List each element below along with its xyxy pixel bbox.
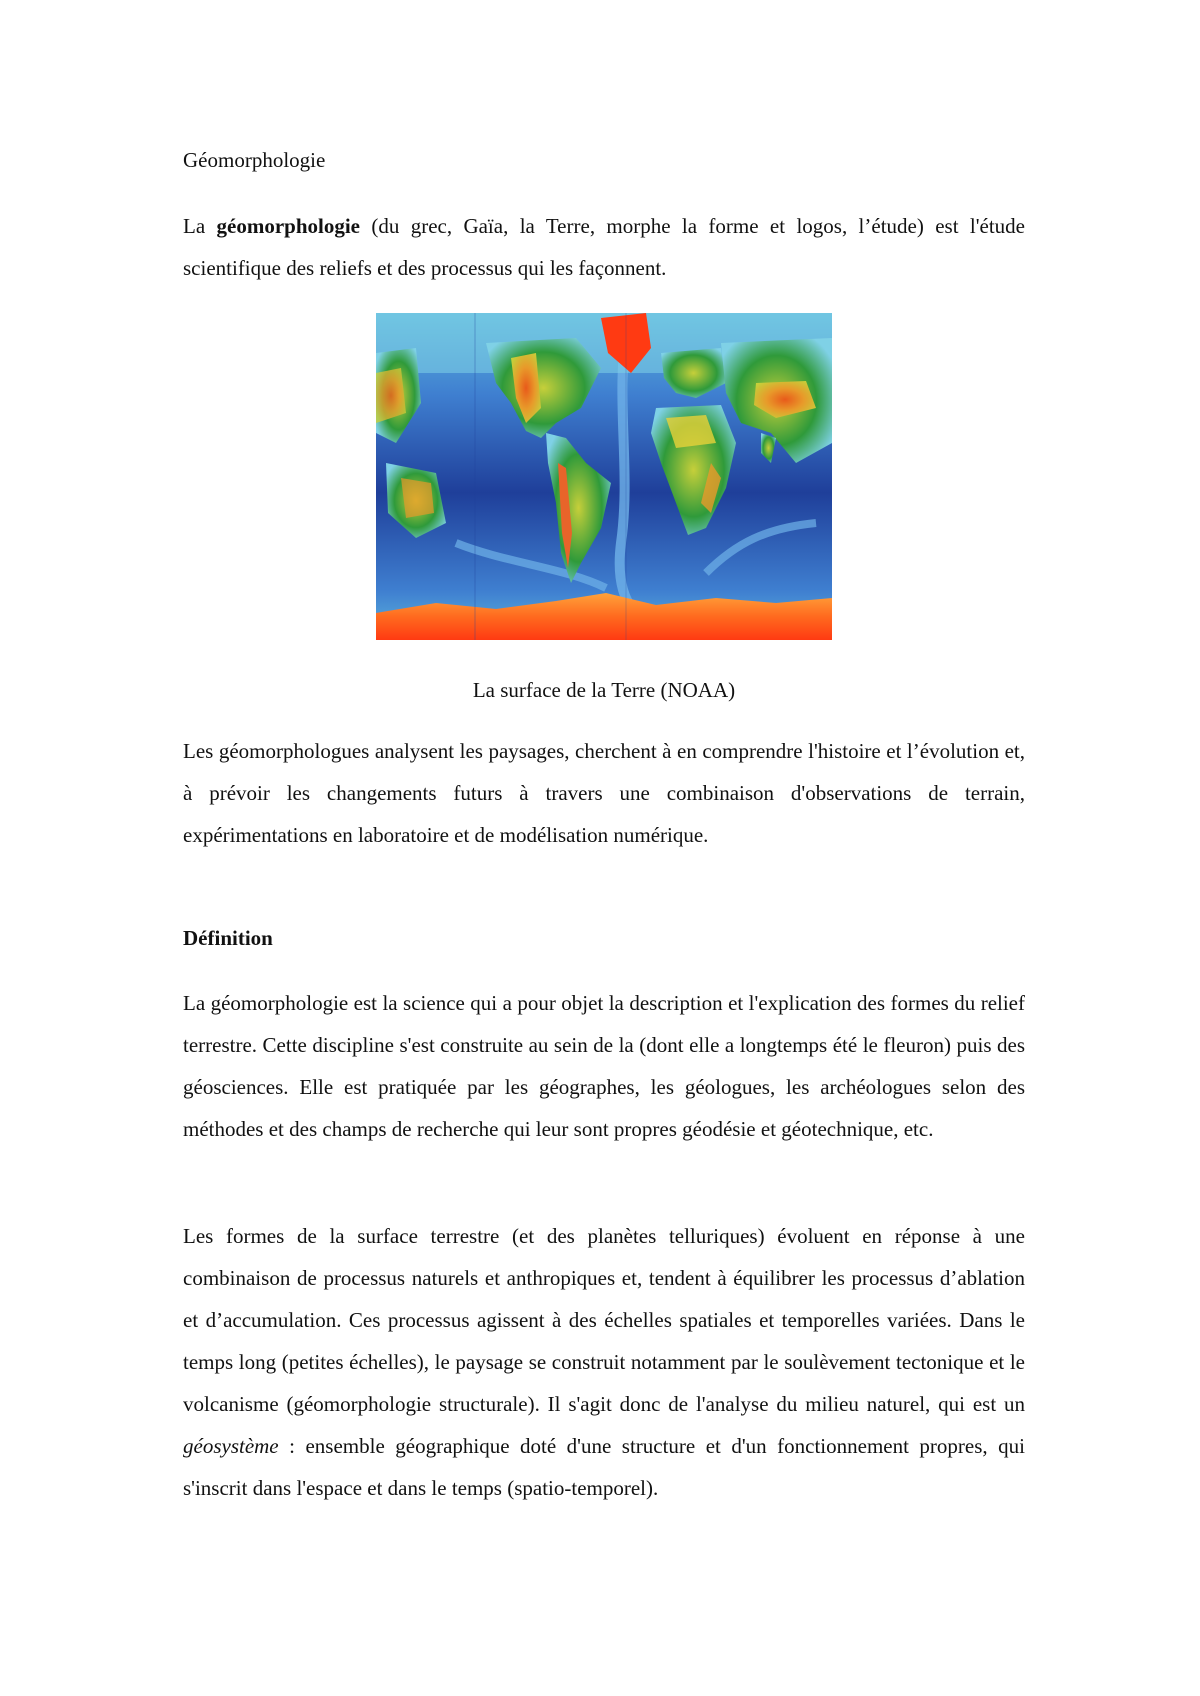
intro-rest: (du grec, Gaïa, la Terre, morphe la forme et logos, l’étude) est l'étude scientifique des reliefs et des processus qui les façonnent. [183,214,1025,280]
paragraph-forms-italic-term: géosystème [183,1434,279,1458]
section-heading-definition: Définition [183,926,273,950]
intro-paragraph [183,205,1025,289]
world-relief-map-image [376,313,832,640]
paragraph-forms-rest: : ensemble géographique doté d'une structure et d'un fonctionnement propres, qui s'inscrit dans l'espace et dans le temps (spatio-temporel). [183,1434,1025,1500]
paragraph-definition: La géomorphologie est la science qui a pour objet la description et l'explication des formes du relief terrestre. Cette discipline s'est construite au sein de la (dont elle a longtemps été le fleuron) puis des géosciences. Elle est pratiquée par les géographes, les géologues, les archéologues selon des méthodes et des champs de recherche qui leur sont propres géodésie et géotechnique, etc. [183,991,1025,1141]
intro-bold-term: géomorphologie [216,214,360,238]
world-relief-map-svg [376,313,832,640]
intro-lead: La [183,214,217,238]
paragraph-forms [183,1215,1025,1509]
paragraph-analysts: Les géomorphologues analysent les paysages, cherchent à en comprendre l'histoire et l’évolution et, à prévoir les changements futurs à travers une combinaison d'observations de terrain, expérimentations en laboratoire et de modélisation numérique. [183,739,1025,847]
australia-interior [401,478,434,518]
document-title: Géomorphologie [183,148,326,172]
paragraph-forms-lead: Les formes de la surface terrestre (et des planètes telluriques) évoluent en réponse à une combinaison de processus naturels et anthropiques et, tendent à équilibrer les processus d’ablation et d’accumulation. Ces processus agissent à des échelles spatiales et temporelles variées. Dans le temps long (petites échelles), le paysage se construit notamment par le soulèvement tectonique et le volcanisme (géomorphologie structurale). Il s'agit donc de l'analyse du milieu naturel, qui est un [183,1224,1025,1416]
figure-caption: La surface de la Terre (NOAA) [472,678,736,702]
